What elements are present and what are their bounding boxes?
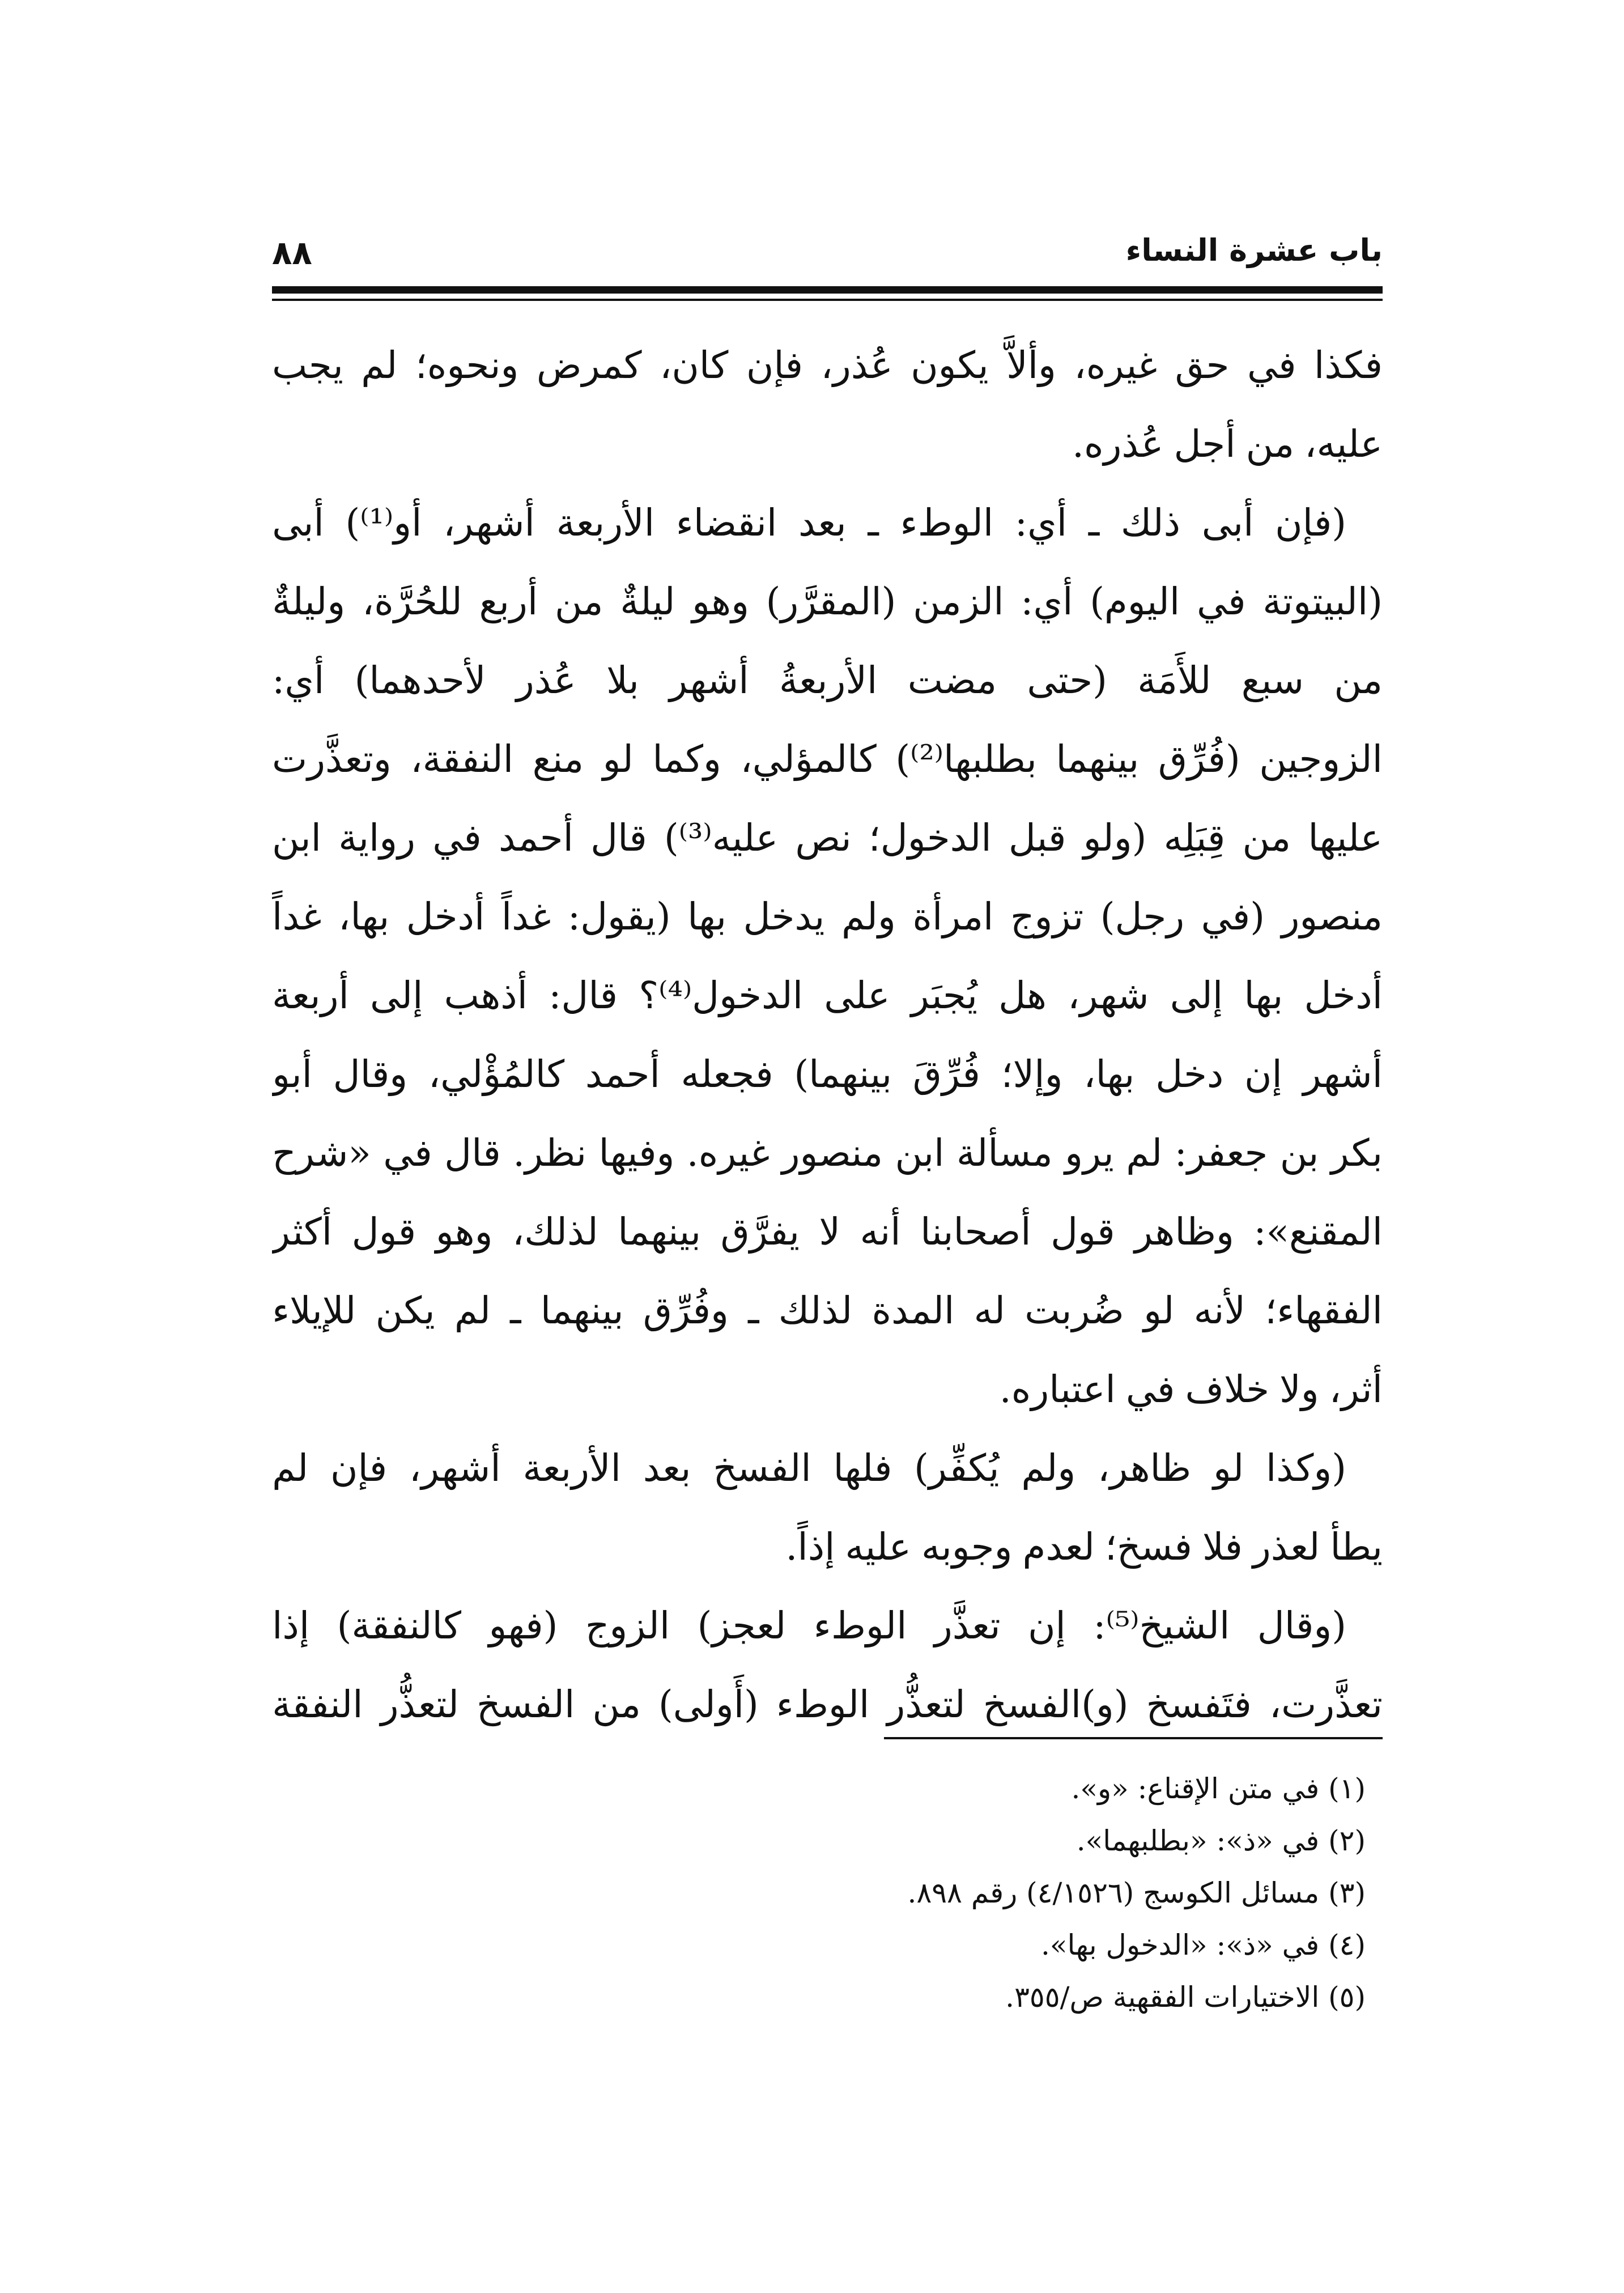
footnote: (١) في متن الإقناع: «و». [1071,1772,1366,1805]
page-header [272,224,1383,272]
text-line: أثر، ولا خلاف في اعتباره. [999,1367,1383,1411]
footnote: (٣) مسائل الكوسج (٤/١٥٢٦) رقم ٨٩٨. [907,1876,1366,1909]
text-line: يطأ لعذر فلا فسخ؛ لعدم وجوبه عليه إذاً. [785,1525,1383,1569]
text-line: بكر بن جعفر: لم يرو مسألة ابن منصور غيره. وفيها نظر. قال في «شرح [272,1131,1383,1175]
footnote: (٥) الاختيارات الفقهية ص/٣٥٥. [1005,1981,1366,2014]
text-line: المقنع»: وظاهر قول أصحابنا أنه لا يفرَّق بينهما لذلك، وهو قول أكثر [272,1209,1383,1254]
body-text [272,326,1383,1744]
text-line: أشهر إن دخل بها، وإلا؛ فُرِّقَ بينهما) فجعله أحمد كالمُؤْلي، وقال أبو [272,1052,1383,1096]
footnote: (٤) في «ذ»: «الدخول بها». [1040,1929,1366,1961]
text-line: من سبع للأَمَة (حتى مضت الأربعةُ أشهر بلا عُذر لأحدهما) أي: [272,658,1383,702]
footnote-separator [884,1737,1383,1739]
text-line: تعذَّرت، فتَفسخ (و)الفسخ لتعذُّر الوطء (أَولى) من الفسخ لتعذُّر النفقة [272,1682,1383,1726]
text-line: (البيتوتة في اليوم) أي: الزمن (المقرَّر) وهو ليلةٌ من أربع للحُرَّة، وليلةٌ [272,579,1383,623]
text-line: عليها من قِبَلِه (ولو قبل الدخول؛ نص عليه⁽³⁾) قال أحمد في رواية ابن [272,816,1383,860]
text-line: (فإن أبى ذلك ـ أي: الوطء ـ بعد انقضاء الأربعة أشهر، أو⁽¹⁾) أبى [272,500,1346,545]
text-line: (وقال الشيخ⁽⁵⁾: إن تعذَّر الوطء لعجز) الزوج (فهو كالنفقة) إذا [272,1603,1346,1647]
text-line: (وكذا لو ظاهر، ولم يُكفِّر) فلها الفسخ بعد الأربعة أشهر، فإن لم [272,1446,1346,1490]
header-rule-thin [272,299,1383,301]
running-title: باب عشرة النساء [1125,232,1383,268]
text-line: فكذا في حق غيره، وألاَّ يكون عُذر، فإن كان، كمرض ونحوه؛ لم يجب [272,343,1383,387]
footnote: (٢) في «ذ»: «بطلبهما». [1076,1824,1366,1857]
header-rule-thick [272,286,1383,294]
text-line: الزوجين (فُرِّق بينهما بطلبها⁽²⁾) كالمؤلي، وكما لو منع النفقة، وتعذَّرت [272,737,1383,781]
page-number: ٨٨ [272,233,312,272]
text-line: الفقهاء؛ لأنه لو ضُربت له المدة لذلك ـ وفُرِّق بينهما ـ لم يكن للإيلاء [272,1288,1383,1332]
text-line: عليه، من أجل عُذره. [1072,422,1383,466]
text-line: منصور (في رجل) تزوج امرأة ولم يدخل بها (يقول: غداً أدخل بها، غداً [272,894,1383,939]
text-line: أدخل بها إلى شهر، هل يُجبَر على الدخول⁽⁴⁾؟ قال: أذهب إلى أربعة [272,973,1383,1017]
footnotes [272,1763,1383,2023]
